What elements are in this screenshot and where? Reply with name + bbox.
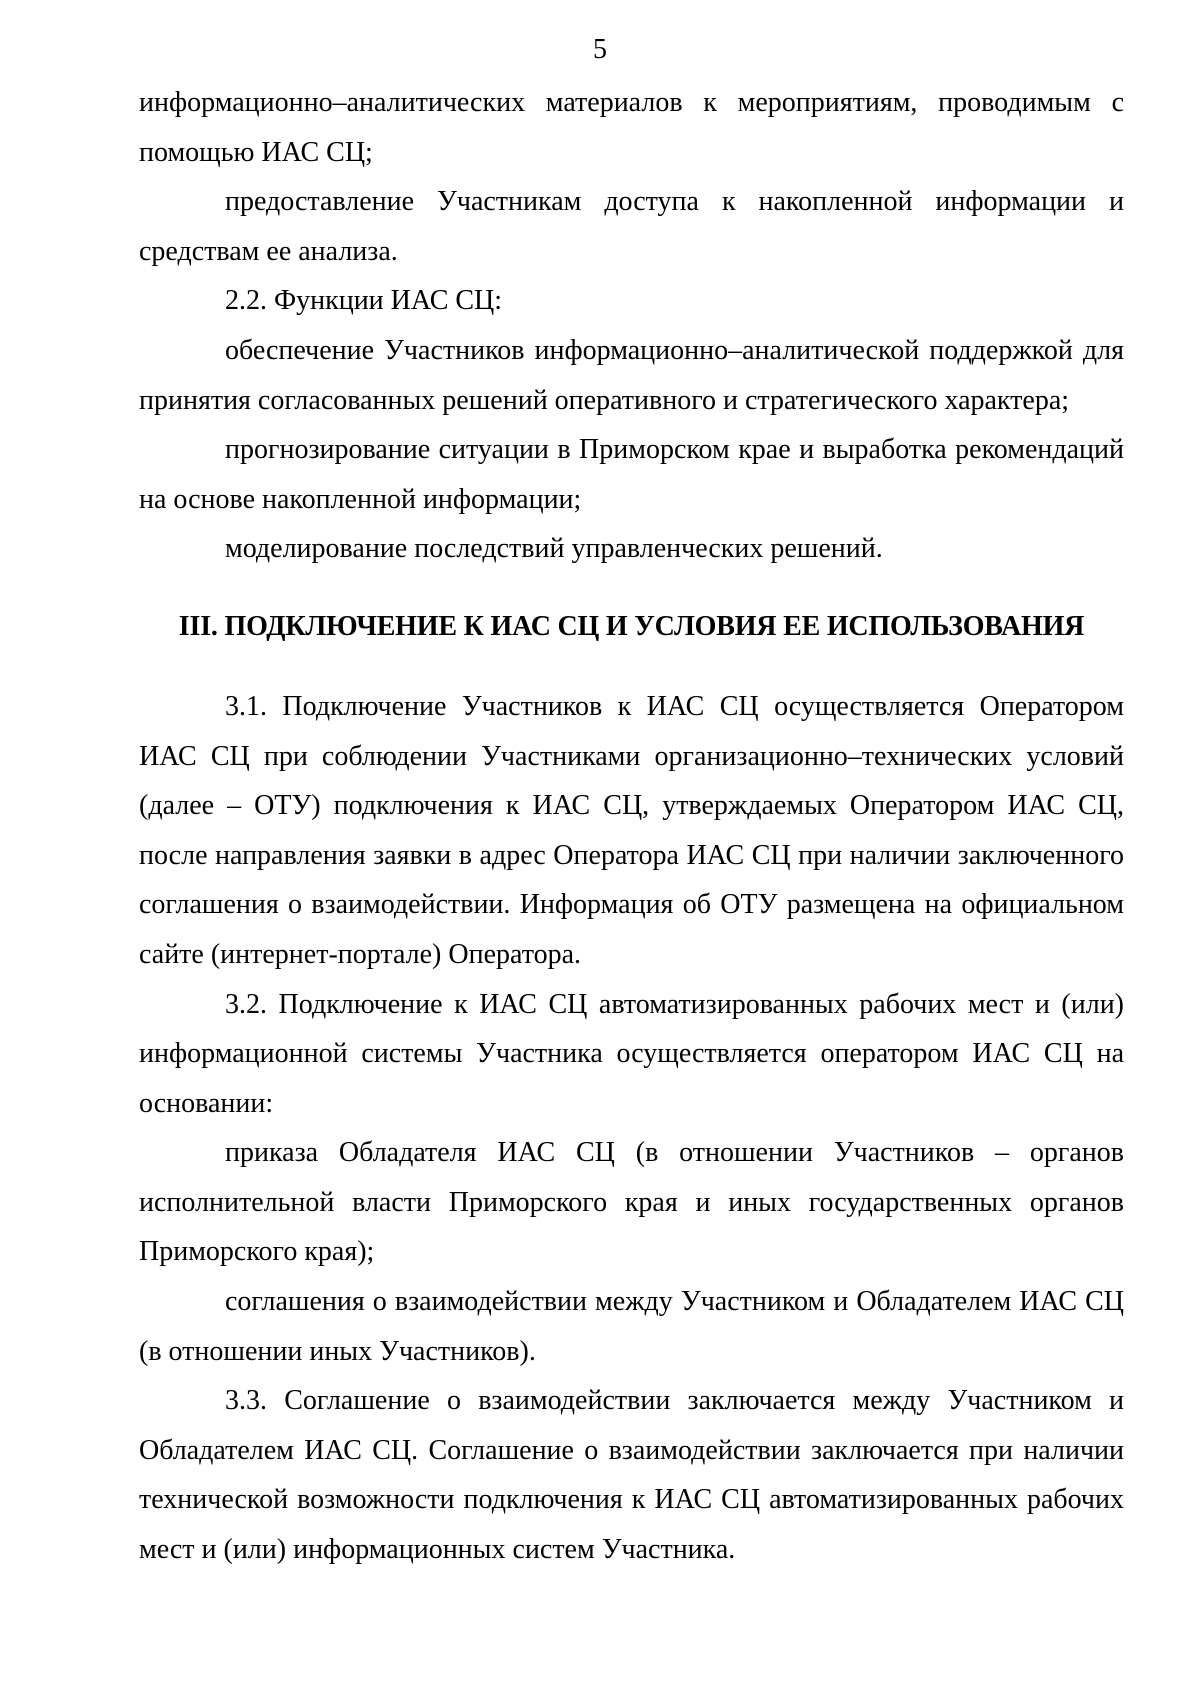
paragraph: предоставление Участникам доступа к накопленной информации и средствам ее анализа. (139, 186, 1124, 267)
paragraph: 3.2. Подключение к ИАС СЦ автоматизированных рабочих мест и (или) информационной системы Участника осуществляется оператором ИАС СЦ на основании: (139, 988, 1124, 1119)
paragraph: информационно–аналитических материалов к мероприятиям, проводимым с помощью ИАС СЦ; (139, 87, 1124, 168)
page-number: 5 (593, 34, 607, 65)
paragraph: прогнозирование ситуации в Приморском крае и выработка рекомендаций на основе накопленной информации; (139, 434, 1124, 515)
section-heading: III. ПОДКЛЮЧЕНИЕ К ИАС СЦ И УСЛОВИЯ ЕЕ ИСПОЛЬЗОВАНИЯ (178, 610, 1085, 642)
paragraph: обеспечение Участников информационно–аналитической поддержкой для принятия согласованных решений оперативного и стратегического характера; (139, 334, 1124, 416)
paragraph: 3.3. Соглашение о взаимодействии заключается между Участником и Обладателем ИАС СЦ. Соглашение о взаимодействии заключается при наличии технической возможности подключения к ИАС СЦ автоматизированных рабочих мест и (или) информационных систем Участника. (139, 1385, 1124, 1566)
paragraph: 2.2. Функции ИАС СЦ: (225, 285, 503, 317)
paragraph: 3.1. Подключение Участников к ИАС СЦ осуществляется Оператором ИАС СЦ при соблюдении Участниками организационно–технических условий (далее – ОТУ) подключения к ИАС СЦ, утверждаемых Оператором ИАС СЦ, после направления заявки в адрес Оператора ИАС СЦ при наличии заключенного соглашения о взаимодействии. Информация об ОТУ размещена на официальном сайте (интернет-портале) Оператора. (139, 690, 1124, 970)
paragraph: соглашения о взаимодействии между Участником и Обладателем ИАС СЦ (в отношении иных Участников). (139, 1286, 1124, 1367)
paragraph: моделирование последствий управленческих решений. (225, 533, 883, 565)
paragraph: приказа Обладателя ИАС СЦ (в отношении Участников – органов исполнительной власти Приморского края и иных государственных органов Приморского края); (139, 1137, 1124, 1268)
document-body (139, 78, 1124, 1575)
